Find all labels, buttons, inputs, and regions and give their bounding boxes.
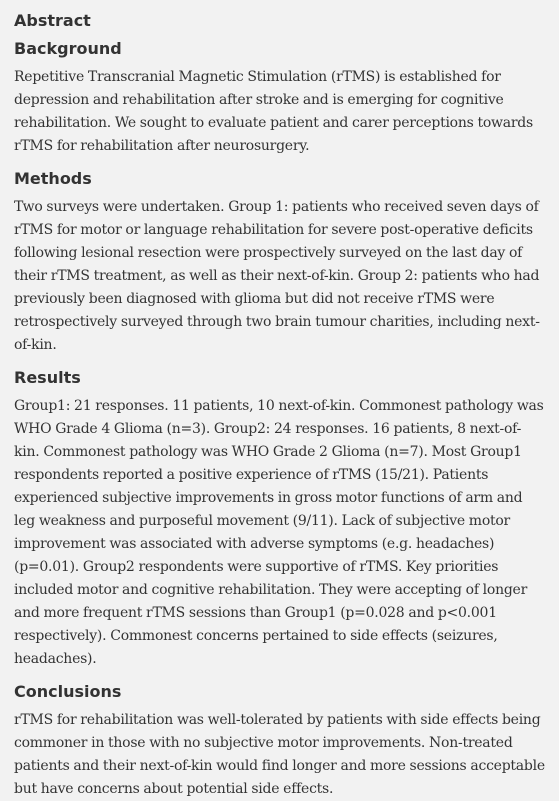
background-text: Repetitive Transcranial Magnetic Stimulation (rTMS) is established for depression and rehabilitation after stroke and is emerging for cognitive rehabilitation. We sought to evaluate patient and carer perceptions towards rTMS for rehabilitation after neurosurgery. — [14, 69, 533, 154]
methods-text: Two surveys were undertaken. Group 1: patients who received seven days of rTMS for motor or language rehabilitation for severe post-operative deficits following lesional resection were prospectively surveyed on the last day of their rTMS treatment, as well as their next-of-kin. Group 2: patients who had previously been diagnosed with glioma but did not receive rTMS were retrospectively surveyed through two brain tumour charities, including next-of-kin. — [14, 199, 540, 353]
conclusions-text: rTMS for rehabilitation was well-tolerated by patients with side effects being commoner in those with no subjective motor improvements. Non-treated patients and their next-of-kin would find longer and more sessions acceptable but have concerns about potential side effects. — [14, 712, 545, 797]
section-methods — [14, 169, 545, 357]
results-text: Group1: 21 responses. 11 patients, 10 next-of-kin. Commonest pathology was WHO Grade 4 Glioma (n=3). Group2: 24 responses. 16 patients, 8 next-of-kin. Commonest pathology was WHO Grade 2 Glioma (n=7). Most Group1 respondents reported a positive experience of rTMS (15/21). Patients experienced subjective improvements in gross motor functions of arm and leg weakness and purposeful movement (9/11). Lack of subjective motor improvement was associated with adverse symptoms (e.g. headaches) (p=0.01). Group2 respondents were supportive of rTMS. Key priorities included motor and cognitive rehabilitation. They were accepting of longer and more frequent rTMS sessions than Group1 (p=0.028 and p<0.001 respectively). Commonest concerns pertained to side effects (seizures, headaches). — [14, 398, 544, 667]
conclusions-heading: Conclusions — [14, 682, 122, 701]
abstract-title: Abstract — [14, 11, 91, 30]
section-results — [14, 368, 545, 671]
section-background — [14, 39, 545, 158]
results-heading: Results — [14, 368, 81, 387]
methods-heading: Methods — [14, 169, 92, 188]
section-conclusions — [14, 682, 545, 801]
background-heading: Background — [14, 39, 122, 58]
